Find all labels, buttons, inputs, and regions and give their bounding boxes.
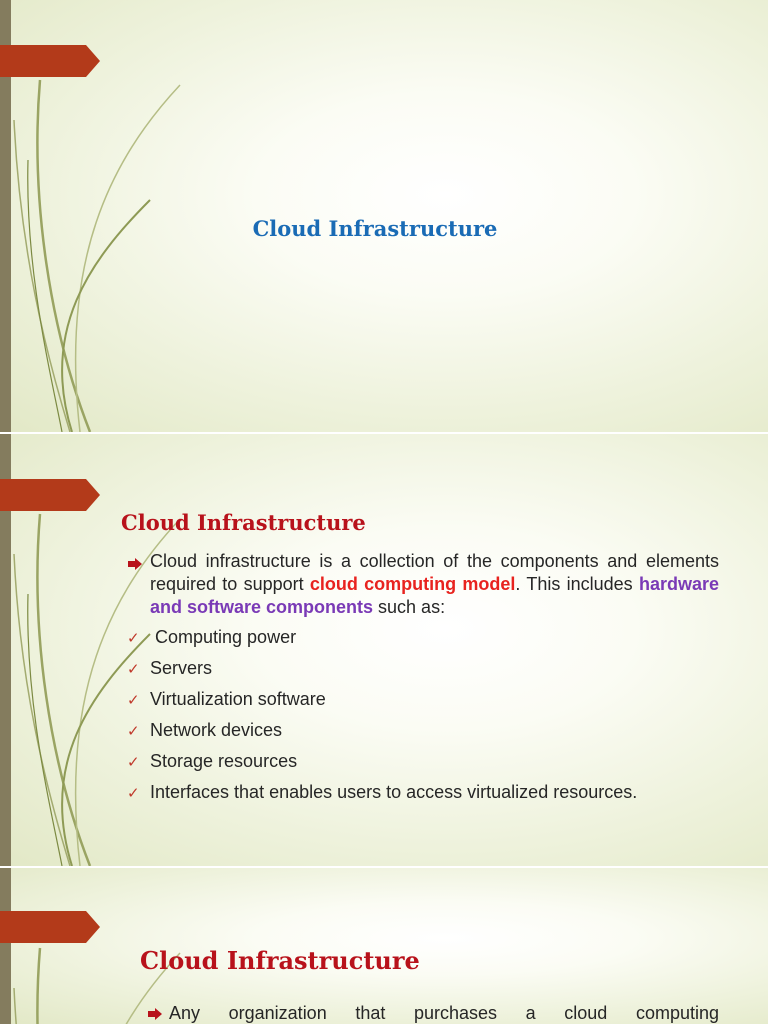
checkmark-icon: ✓ xyxy=(127,723,140,740)
list-item: ✓ Computing power xyxy=(127,626,637,657)
checkmark-icon: ✓ xyxy=(127,692,140,709)
slide-paragraph: Any organization that purchases a cloud computing xyxy=(169,1003,719,1023)
list-item: ✓ Network devices xyxy=(127,719,637,750)
arrow-bullet-icon xyxy=(148,1008,162,1020)
list-item: ✓ Storage resources xyxy=(127,750,637,781)
list-item: ✓ Servers xyxy=(127,657,637,688)
highlight-text: cloud computing model xyxy=(309,574,516,594)
slide-paragraph xyxy=(150,550,719,619)
checkmark-icon: ✓ xyxy=(127,661,140,678)
list-item: ✓ Virtualization software xyxy=(127,688,637,719)
list-item: ✓ Interfaces that enables users to access virtualized resources. xyxy=(127,781,637,812)
slide-2 xyxy=(0,434,768,866)
slide-1 xyxy=(0,0,768,432)
paragraph-text: such as: xyxy=(373,597,446,617)
slide-3 xyxy=(0,868,768,1024)
arrow-bullet-icon xyxy=(128,558,142,570)
slide-heading: Cloud Infrastructure xyxy=(140,946,420,975)
paragraph-text: . This includes xyxy=(515,574,639,594)
checkmark-icon: ✓ xyxy=(127,754,140,771)
slide-title: Cloud Infrastructure xyxy=(252,216,498,241)
paragraph-text: Cloud infrastructure is a collection of the components and elements required to support xyxy=(150,551,719,594)
arrow-tab-marker xyxy=(0,911,100,943)
arrow-tab-marker xyxy=(0,45,100,77)
checkmark-icon: ✓ xyxy=(127,630,140,647)
highlight-text: hardware and software components xyxy=(150,574,719,617)
slide-heading: Cloud Infrastructure xyxy=(121,510,366,535)
arrow-tab-marker xyxy=(0,479,100,511)
checkmark-icon: ✓ xyxy=(127,785,140,802)
checklist xyxy=(127,626,637,812)
